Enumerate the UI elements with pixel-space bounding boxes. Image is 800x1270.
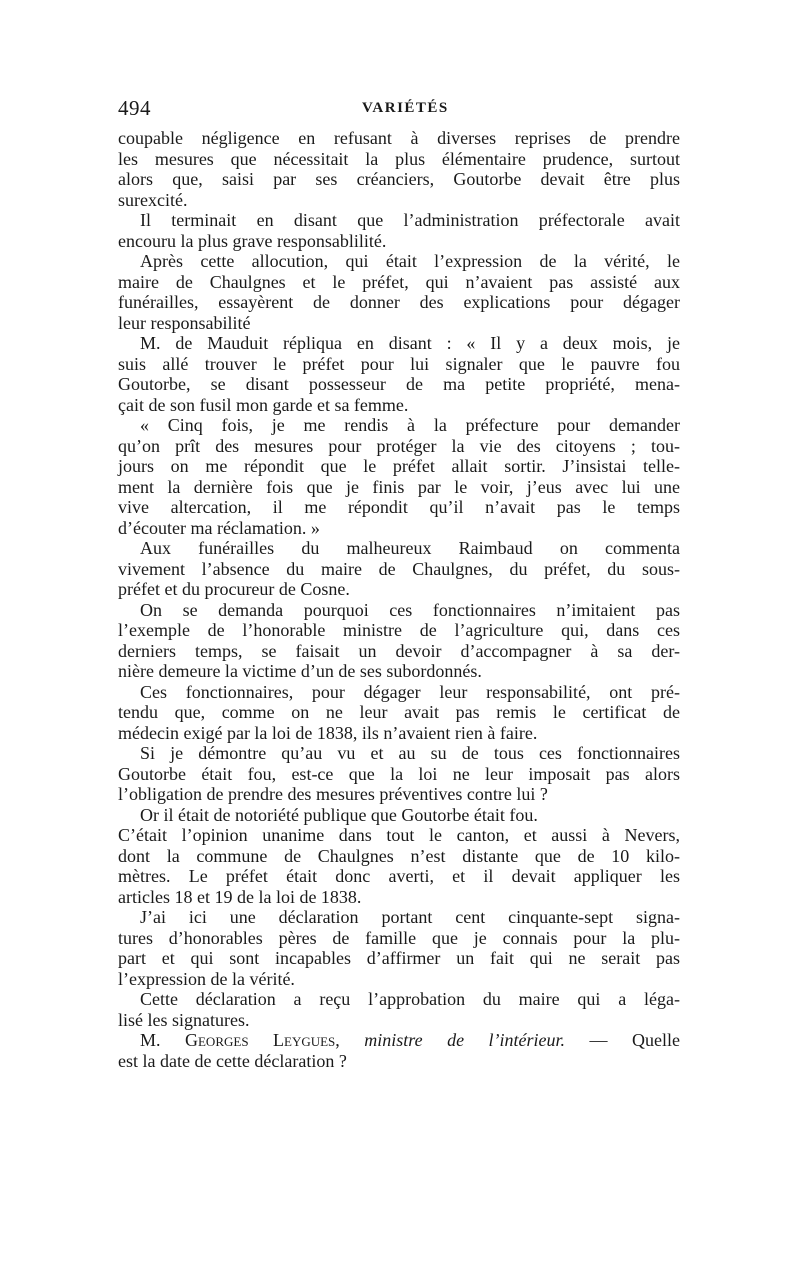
text-line: Goutorbe était fou, est-ce que la loi ne leur imposait pas alors [118,763,680,784]
text-line: Il terminait en disant que l’administration préfectorale avait [140,210,680,230]
text-line: encouru la plus grave responsablilité. [118,230,387,251]
text-line: Goutorbe, se disant possesseur de ma petite propriété, mena- [118,374,680,394]
speaker-prefix: M. [140,1030,185,1050]
text-line: Aux funérailles du malheureux Raimbaud on commenta [140,538,680,558]
text-line: surexcité. [118,189,188,210]
text-line: mètres. Le préfet était donc averti, et il devait appliquer les [118,866,680,886]
text-line: ment la dernière fois que je finis par le voir, j’eus avec lui une [118,476,680,497]
speaker-title: ministre de l’intérieur. [364,1030,566,1050]
text-line: tures d’honorables pères de famille que je connais pour la plu- [118,927,680,948]
text-line: Cette déclaration a reçu l’approbation du maire qui a léga- [140,989,680,1009]
text-line: J’ai ici une déclaration portant cent cinquante-sept signa- [140,907,680,927]
text-line: vivement l’absence du maire de Chaulgnes, du préfet, du sous- [118,558,680,579]
speaker-separator: , [335,1030,365,1050]
text-line: part et qui sont incapables d’affirmer un fait qui ne serait pas [118,948,680,968]
text-line: vive altercation, il me répondit qu’il n’avait pas le temps [118,497,680,517]
text-line: funérailles, essayèrent de donner des explications pour dégager [118,292,680,312]
text-line: l’exemple de l’honorable ministre de l’agriculture qui, dans ces [118,620,680,640]
text-line: lisé les signatures. [118,1009,250,1030]
text-line: M. de Mauduit répliqua en disant : « Il y a deux mois, je [140,333,680,353]
text-line: maire de Chaulgnes et le préfet, qui n’avaient pas assisté aux [118,271,680,292]
page-header [118,96,678,126]
running-head: VARIÉTÉS [362,100,449,116]
text-line: Or il était de notoriété publique que Goutorbe était fou. [140,804,538,825]
text-line: qu’on prît des mesures pour protéger la vie des citoyens ; tou- [118,435,680,456]
speech-start: — Quelle [565,1030,680,1050]
text-line: l’expression de la vérité. [118,968,295,989]
text-line: les mesures que nécessitait la plus élémentaire prudence, surtout [118,148,680,169]
text-line: préfet et du procureur de Cosne. [118,579,350,599]
text-line: Après cette allocution, qui était l’expression de la vérité, le [140,251,680,271]
text-line: d’écouter ma réclamation. » [118,517,320,538]
text-line: çait de son fusil mon garde et sa femme. [118,394,409,415]
text-line: nière demeure la victime d’un de ses subordonnés. [118,661,482,681]
body-text [118,128,680,1071]
text-line: suis allé trouver le préfet pour lui signaler que le pauvre fou [118,353,680,374]
speaker-line [118,1030,680,1051]
text-line: articles 18 et 19 de la loi de 1838. [118,886,362,907]
page-number: 494 [118,96,151,120]
text-line: coupable négligence en refusant à diverses reprises de prendre [118,128,680,148]
text-line: est la date de cette déclaration ? [118,1050,347,1071]
text-line: derniers temps, se faisait un devoir d’accompagner à sa der- [118,640,680,661]
text-line: C’était l’opinion unanime dans tout le canton, et aussi à Nevers, [118,825,680,845]
speaker-name: Georges Leygues [184,1030,336,1050]
text-line: médecin exigé par la loi de 1838, ils n’avaient rien à faire. [118,722,538,743]
text-line: alors que, saisi par ses créanciers, Goutorbe devait être plus [118,169,680,189]
text-line: l’obligation de prendre des mesures préventives contre lui ? [118,784,548,804]
text-line: « Cinq fois, je me rendis à la préfecture pour demander [140,415,680,435]
text-line: jours on me répondit que le préfet allait sortir. J’insistai telle- [118,456,680,476]
text-line: Ces fonctionnaires, pour dégager leur responsabilité, ont pré- [140,681,680,702]
text-line: Si je démontre qu’au vu et au su de tous ces fonctionnaires [140,743,680,763]
text-line: On se demanda pourquoi ces fonctionnaires n’imitaient pas [140,599,680,620]
text-line: tendu que, comme on ne leur avait pas remis le certificat de [118,702,680,722]
text-line: leur responsabilité [118,312,251,333]
text-line: dont la commune de Chaulgnes n’est distante que de 10 kilo- [118,845,680,866]
